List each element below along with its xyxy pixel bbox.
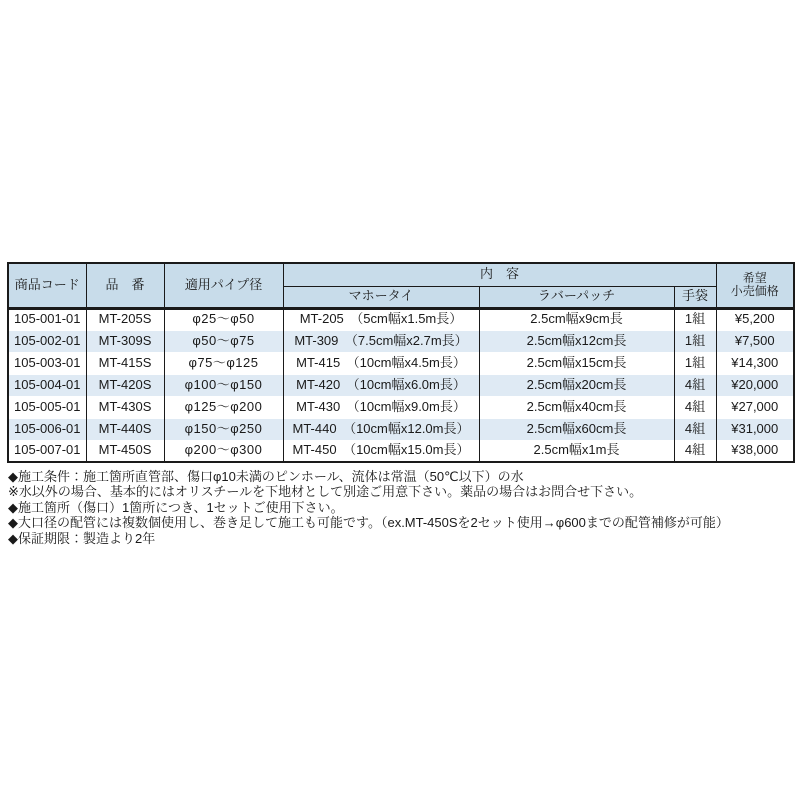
cell-price: ¥14,300: [716, 352, 794, 374]
cell-part: MT-430S: [86, 396, 164, 418]
cell-part: MT-450S: [86, 440, 164, 462]
table-header: [8, 263, 794, 308]
note-line: ※水以外の場合、基本的にはオリスチールを下地材として別途ご用意下さい。薬品の場合はお問合せ下さい。: [8, 484, 643, 500]
cell-patch: 2.5cm幅x60cm長: [479, 418, 674, 440]
cell-diameter: φ150～φ250: [164, 418, 283, 440]
product-spec-table: [7, 262, 795, 463]
cell-mahotai: MT-205 （5cm幅x1.5m長）: [283, 308, 479, 330]
cell-patch: 2.5cm幅x15cm長: [479, 352, 674, 374]
cell-mahotai: MT-440 （10cm幅x12.0m長）: [283, 418, 479, 440]
cell-patch: 2.5cm幅x12cm長: [479, 330, 674, 352]
cell-diameter: φ200～φ300: [164, 440, 283, 462]
table-row: [8, 308, 794, 330]
header-retail-price-line1: 希望: [742, 270, 767, 285]
cell-diameter: φ25～φ50: [164, 308, 283, 330]
table-row: [8, 374, 794, 396]
cell-part: MT-420S: [86, 374, 164, 396]
cell-patch: 2.5cm幅x9cm長: [479, 308, 674, 330]
cell-code: 105-004-01: [8, 374, 86, 396]
cell-mahotai: MT-450 （10cm幅x15.0m長）: [283, 440, 479, 462]
cell-code: 105-007-01: [8, 440, 86, 462]
cell-mahotai: MT-415 （10cm幅x4.5m長）: [283, 352, 479, 374]
cell-price: ¥5,200: [716, 308, 794, 330]
cell-patch: 2.5cm幅x40cm長: [479, 396, 674, 418]
note-line: ◆施工箇所（傷口）1箇所につき、1セットご使用下さい。: [8, 499, 344, 515]
table-row: [8, 352, 794, 374]
cell-mahotai: MT-309 （7.5cm幅x2.7m長）: [283, 330, 479, 352]
cell-price: ¥20,000: [716, 374, 794, 396]
cell-gloves: 4組: [674, 396, 716, 418]
cell-part: MT-205S: [86, 308, 164, 330]
note-line: ◆保証期限：製造より2年: [8, 530, 156, 546]
header-pipe-diameter: 適用パイプ径: [164, 263, 283, 308]
cell-gloves: 1組: [674, 352, 716, 374]
cell-price: ¥31,000: [716, 418, 794, 440]
cell-gloves: 4組: [674, 418, 716, 440]
header-product-code: 商品コード: [8, 263, 86, 308]
table-body: [8, 308, 794, 462]
table-row: [8, 330, 794, 352]
cell-gloves: 1組: [674, 308, 716, 330]
cell-part: MT-415S: [86, 352, 164, 374]
cell-gloves: 4組: [674, 374, 716, 396]
cell-code: 105-006-01: [8, 418, 86, 440]
cell-diameter: φ100～φ150: [164, 374, 283, 396]
cell-price: ¥27,000: [716, 396, 794, 418]
table-row: [8, 418, 794, 440]
cell-patch: 2.5cm幅x1m長: [479, 440, 674, 462]
footnotes: [8, 469, 794, 546]
cell-part: MT-440S: [86, 418, 164, 440]
cell-mahotai: MT-430 （10cm幅x9.0m長）: [283, 396, 479, 418]
header-mahotai: マホータイ: [283, 286, 479, 308]
table-row: [8, 440, 794, 462]
cell-code: 105-003-01: [8, 352, 86, 374]
note-line: ◆大口径の配管には複数個使用し、巻き足して施工も可能です。（ex.MT-450Sを2セット使用→φ600までの配管補修が可能）: [8, 515, 729, 531]
cell-price: ¥7,500: [716, 330, 794, 352]
cell-diameter: φ125～φ200: [164, 396, 283, 418]
cell-diameter: φ50～φ75: [164, 330, 283, 352]
header-row-top: [8, 263, 794, 286]
cell-patch: 2.5cm幅x20cm長: [479, 374, 674, 396]
note-line: ◆施工条件：施工箇所直管部、傷口φ10未満のピンホール、流体は常温（50℃以下）の水: [8, 469, 524, 484]
header-rubber-patch: ラバーパッチ: [479, 286, 674, 308]
cell-code: 105-005-01: [8, 396, 86, 418]
header-retail-price-line2: 小売価格: [730, 284, 779, 299]
cell-code: 105-002-01: [8, 330, 86, 352]
cell-code: 105-001-01: [8, 308, 86, 330]
table-row: [8, 396, 794, 418]
cell-gloves: 4組: [674, 440, 716, 462]
cell-gloves: 1組: [674, 330, 716, 352]
header-retail-price: [716, 263, 794, 308]
cell-diameter: φ75～φ125: [164, 352, 283, 374]
header-part-number: 品 番: [86, 263, 164, 308]
cell-mahotai: MT-420 （10cm幅x6.0m長）: [283, 374, 479, 396]
header-contents: 内 容: [283, 263, 716, 286]
cell-part: MT-309S: [86, 330, 164, 352]
cell-price: ¥38,000: [716, 440, 794, 462]
header-gloves: 手袋: [674, 286, 716, 308]
